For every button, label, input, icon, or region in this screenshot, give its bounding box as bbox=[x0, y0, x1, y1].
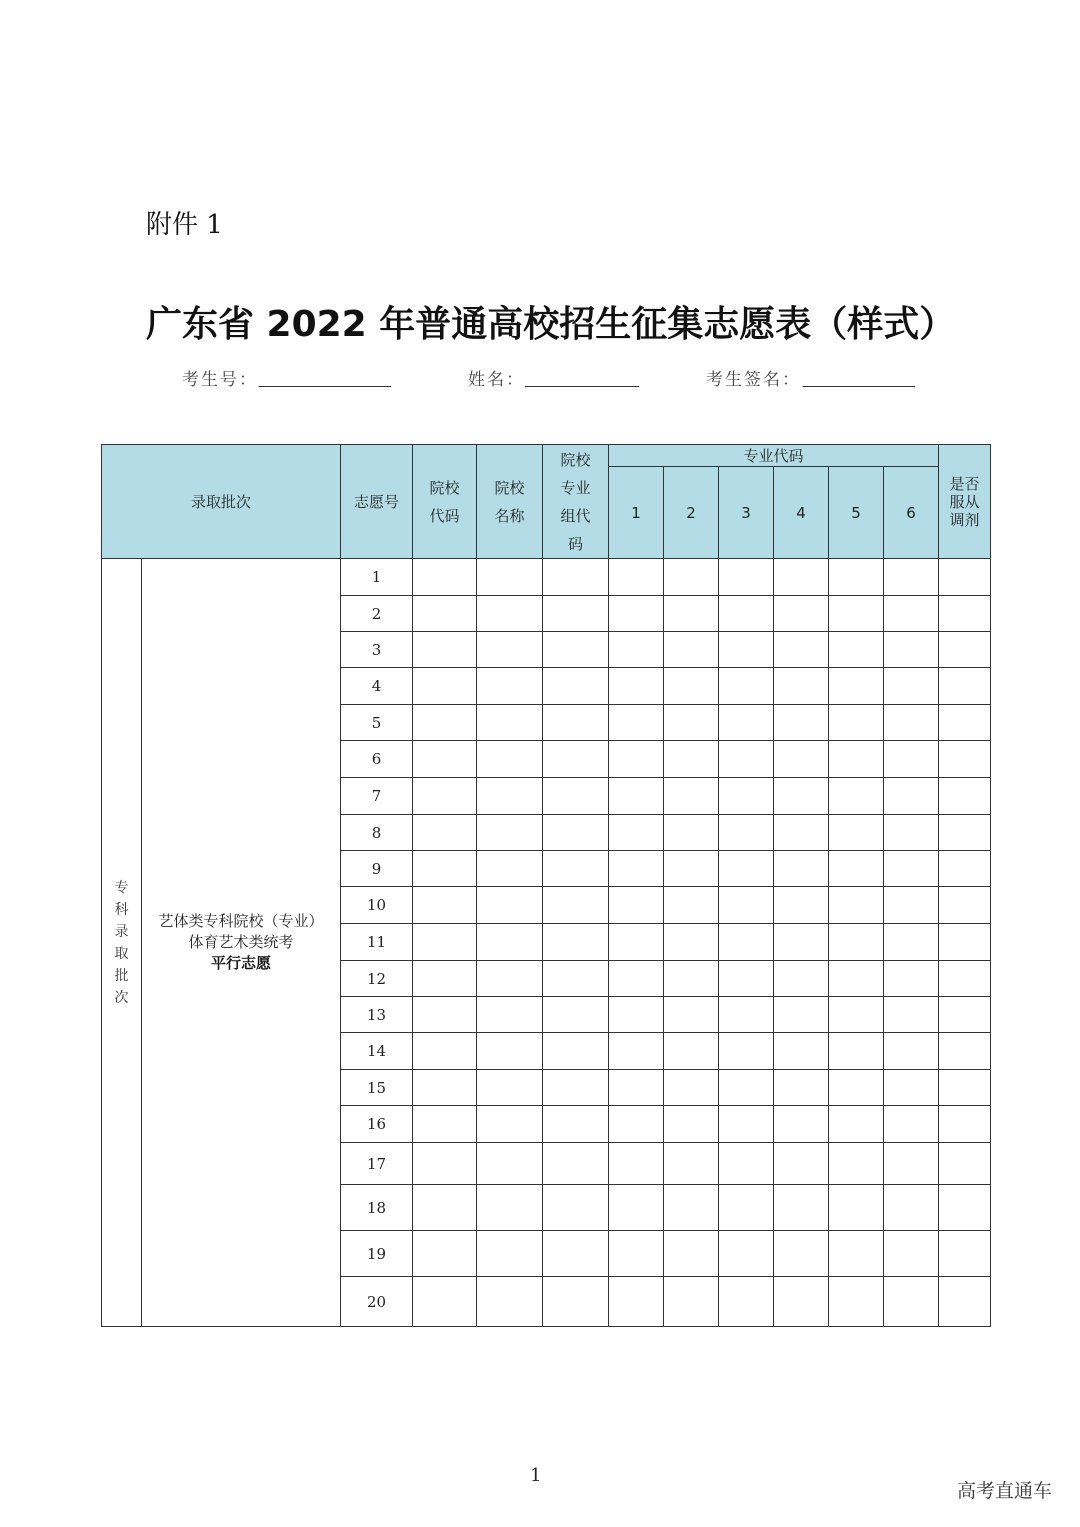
entry-cell[interactable] bbox=[774, 924, 829, 961]
entry-cell[interactable] bbox=[884, 924, 939, 961]
choice-number: 9 bbox=[341, 851, 413, 887]
entry-cell[interactable] bbox=[609, 632, 664, 668]
header-major-col: 1 bbox=[609, 467, 664, 559]
entry-cell[interactable] bbox=[774, 997, 829, 1033]
entry-cell[interactable] bbox=[774, 778, 829, 815]
entry-cell[interactable] bbox=[609, 1231, 664, 1277]
entry-cell[interactable] bbox=[609, 887, 664, 924]
entry-cell[interactable] bbox=[774, 851, 829, 887]
entry-cell[interactable] bbox=[829, 961, 884, 997]
entry-cell[interactable] bbox=[774, 1231, 829, 1277]
entry-cell[interactable] bbox=[774, 815, 829, 851]
header-major-col: 6 bbox=[884, 467, 939, 559]
entry-cell[interactable] bbox=[884, 1070, 939, 1106]
entry-cell[interactable] bbox=[774, 705, 829, 741]
entry-cell[interactable] bbox=[829, 1070, 884, 1106]
entry-cell[interactable] bbox=[413, 1277, 477, 1327]
entry-cell[interactable] bbox=[609, 1033, 664, 1070]
entry-cell[interactable] bbox=[829, 668, 884, 705]
entry-cell[interactable] bbox=[477, 961, 543, 997]
entry-cell[interactable] bbox=[609, 851, 664, 887]
entry-cell[interactable] bbox=[939, 741, 991, 778]
entry-cell[interactable] bbox=[609, 668, 664, 705]
entry-cell[interactable] bbox=[939, 961, 991, 997]
entry-cell[interactable] bbox=[477, 778, 543, 815]
entry-cell[interactable] bbox=[939, 924, 991, 961]
entry-cell[interactable] bbox=[477, 668, 543, 705]
entry-cell[interactable] bbox=[939, 1033, 991, 1070]
entry-cell[interactable] bbox=[543, 668, 609, 705]
header-choice-no: 志愿号 bbox=[341, 445, 413, 559]
entry-cell[interactable] bbox=[413, 778, 477, 815]
choice-number: 16 bbox=[341, 1106, 413, 1143]
attachment-label: 附件 1 bbox=[146, 210, 223, 240]
entry-cell[interactable] bbox=[939, 559, 991, 596]
watermark: 高考直通车 bbox=[956, 1480, 1052, 1502]
entry-cell[interactable] bbox=[477, 1277, 543, 1327]
entry-cell[interactable] bbox=[829, 741, 884, 778]
entry-cell[interactable] bbox=[477, 596, 543, 632]
entry-cell[interactable] bbox=[543, 632, 609, 668]
entry-cell[interactable] bbox=[939, 668, 991, 705]
entry-cell[interactable] bbox=[829, 705, 884, 741]
entry-cell[interactable] bbox=[719, 1033, 774, 1070]
entry-cell[interactable] bbox=[543, 741, 609, 778]
entry-cell[interactable] bbox=[719, 705, 774, 741]
entry-cell[interactable] bbox=[543, 1070, 609, 1106]
entry-cell[interactable] bbox=[609, 961, 664, 997]
choice-number: 18 bbox=[341, 1185, 413, 1231]
batch-name: 专科录取批次 bbox=[114, 879, 129, 1006]
entry-cell[interactable] bbox=[719, 559, 774, 596]
entry-cell[interactable] bbox=[884, 1277, 939, 1327]
entry-cell[interactable] bbox=[609, 997, 664, 1033]
name-label: 姓名： bbox=[468, 370, 525, 390]
entry-cell[interactable] bbox=[609, 815, 664, 851]
entry-cell[interactable] bbox=[413, 997, 477, 1033]
choice-number: 14 bbox=[341, 1033, 413, 1070]
page-title: 广东省 2022 年普通高校招生征集志愿表（样式） bbox=[146, 304, 956, 345]
entry-cell[interactable] bbox=[829, 1143, 884, 1185]
entry-cell[interactable] bbox=[543, 924, 609, 961]
entry-cell[interactable] bbox=[939, 851, 991, 887]
choice-number: 5 bbox=[341, 705, 413, 741]
entry-cell[interactable] bbox=[609, 778, 664, 815]
entry-cell[interactable] bbox=[664, 668, 719, 705]
entry-cell[interactable] bbox=[664, 997, 719, 1033]
entry-cell[interactable] bbox=[477, 997, 543, 1033]
entry-cell[interactable] bbox=[719, 851, 774, 887]
entry-cell[interactable] bbox=[543, 1277, 609, 1327]
entry-cell[interactable] bbox=[884, 559, 939, 596]
entry-cell[interactable] bbox=[719, 961, 774, 997]
entry-cell[interactable] bbox=[939, 1106, 991, 1143]
entry-cell[interactable] bbox=[884, 961, 939, 997]
entry-cell[interactable] bbox=[939, 778, 991, 815]
entry-cell[interactable] bbox=[774, 1277, 829, 1327]
entry-cell[interactable] bbox=[719, 997, 774, 1033]
entry-cell[interactable] bbox=[939, 887, 991, 924]
entry-cell[interactable] bbox=[719, 815, 774, 851]
entry-cell[interactable] bbox=[884, 1106, 939, 1143]
entry-cell[interactable] bbox=[413, 632, 477, 668]
name-field[interactable] bbox=[525, 386, 639, 387]
choice-number: 10 bbox=[341, 887, 413, 924]
entry-cell[interactable] bbox=[413, 668, 477, 705]
entry-cell[interactable] bbox=[774, 1143, 829, 1185]
entry-cell[interactable] bbox=[774, 559, 829, 596]
entry-cell[interactable] bbox=[543, 851, 609, 887]
entry-cell[interactable] bbox=[774, 1106, 829, 1143]
entry-cell[interactable] bbox=[939, 1231, 991, 1277]
entry-cell[interactable] bbox=[543, 1143, 609, 1185]
entry-cell[interactable] bbox=[413, 1231, 477, 1277]
header-school-code: 院校代码 bbox=[413, 445, 477, 559]
entry-cell[interactable] bbox=[664, 924, 719, 961]
entry-cell[interactable] bbox=[939, 815, 991, 851]
category-line: 平行志愿 bbox=[210, 954, 271, 972]
entry-cell[interactable] bbox=[609, 741, 664, 778]
entry-cell[interactable] bbox=[939, 632, 991, 668]
header-major-col: 2 bbox=[664, 467, 719, 559]
entry-cell[interactable] bbox=[774, 1070, 829, 1106]
entry-cell[interactable] bbox=[664, 559, 719, 596]
entry-cell[interactable] bbox=[543, 887, 609, 924]
header-batch: 录取批次 bbox=[102, 445, 341, 559]
entry-cell[interactable] bbox=[719, 632, 774, 668]
entry-cell[interactable] bbox=[884, 705, 939, 741]
entry-cell[interactable] bbox=[477, 1033, 543, 1070]
entry-cell[interactable] bbox=[774, 961, 829, 997]
entry-cell[interactable] bbox=[664, 851, 719, 887]
entry-cell[interactable] bbox=[829, 1277, 884, 1327]
entry-cell[interactable] bbox=[664, 1277, 719, 1327]
entry-cell[interactable] bbox=[413, 559, 477, 596]
entry-cell[interactable] bbox=[664, 1070, 719, 1106]
entry-cell[interactable] bbox=[829, 596, 884, 632]
entry-cell[interactable] bbox=[413, 1185, 477, 1231]
entry-cell[interactable] bbox=[543, 705, 609, 741]
entry-cell[interactable] bbox=[884, 887, 939, 924]
table-row bbox=[102, 559, 991, 596]
entry-cell[interactable] bbox=[719, 924, 774, 961]
entry-cell[interactable] bbox=[829, 924, 884, 961]
entry-cell[interactable] bbox=[413, 961, 477, 997]
entry-cell[interactable] bbox=[609, 1070, 664, 1106]
choice-number: 3 bbox=[341, 632, 413, 668]
entry-cell[interactable] bbox=[884, 778, 939, 815]
category-line: 艺体类专科院校（专业） bbox=[158, 912, 324, 930]
entry-cell[interactable] bbox=[884, 1143, 939, 1185]
batch-cell bbox=[102, 559, 142, 1327]
choice-number: 15 bbox=[341, 1070, 413, 1106]
entry-cell[interactable] bbox=[543, 961, 609, 997]
category-cell bbox=[142, 559, 341, 1327]
entry-cell[interactable] bbox=[543, 1231, 609, 1277]
entry-cell[interactable] bbox=[829, 1185, 884, 1231]
header-group-code: 院校专业组代码 bbox=[543, 445, 609, 559]
entry-cell[interactable] bbox=[413, 1033, 477, 1070]
entry-cell[interactable] bbox=[477, 851, 543, 887]
choice-number: 17 bbox=[341, 1143, 413, 1185]
entry-cell[interactable] bbox=[477, 705, 543, 741]
entry-cell[interactable] bbox=[413, 924, 477, 961]
entry-cell[interactable] bbox=[543, 997, 609, 1033]
entry-cell[interactable] bbox=[829, 887, 884, 924]
entry-cell[interactable] bbox=[543, 1033, 609, 1070]
entry-cell[interactable] bbox=[413, 1106, 477, 1143]
choice-number: 12 bbox=[341, 961, 413, 997]
choice-number: 19 bbox=[341, 1231, 413, 1277]
entry-cell[interactable] bbox=[664, 1185, 719, 1231]
entry-cell[interactable] bbox=[884, 815, 939, 851]
entry-cell[interactable] bbox=[829, 997, 884, 1033]
entry-cell[interactable] bbox=[664, 632, 719, 668]
entry-cell[interactable] bbox=[477, 1070, 543, 1106]
entry-cell[interactable] bbox=[774, 887, 829, 924]
entry-cell[interactable] bbox=[477, 1106, 543, 1143]
entry-cell[interactable] bbox=[884, 1231, 939, 1277]
entry-cell[interactable] bbox=[719, 778, 774, 815]
entry-cell[interactable] bbox=[477, 924, 543, 961]
entry-cell[interactable] bbox=[829, 559, 884, 596]
entry-cell[interactable] bbox=[609, 1277, 664, 1327]
header-major-codes: 专业代码 bbox=[609, 445, 939, 467]
entry-cell[interactable] bbox=[664, 815, 719, 851]
entry-cell[interactable] bbox=[719, 741, 774, 778]
application-form-table bbox=[101, 444, 991, 1327]
entry-cell[interactable] bbox=[477, 559, 543, 596]
entry-cell[interactable] bbox=[774, 1185, 829, 1231]
entry-cell[interactable] bbox=[939, 1143, 991, 1185]
choice-number: 8 bbox=[341, 815, 413, 851]
entry-cell[interactable] bbox=[477, 1185, 543, 1231]
header-major-col: 5 bbox=[829, 467, 884, 559]
entry-cell[interactable] bbox=[609, 1143, 664, 1185]
entry-cell[interactable] bbox=[774, 1033, 829, 1070]
entry-cell[interactable] bbox=[884, 741, 939, 778]
entry-cell[interactable] bbox=[664, 1231, 719, 1277]
entry-cell[interactable] bbox=[543, 1106, 609, 1143]
entry-cell[interactable] bbox=[543, 596, 609, 632]
entry-cell[interactable] bbox=[609, 924, 664, 961]
entry-cell[interactable] bbox=[884, 632, 939, 668]
entry-cell[interactable] bbox=[884, 997, 939, 1033]
entry-cell[interactable] bbox=[719, 1277, 774, 1327]
header-adjust: 是否服从调剂 bbox=[939, 445, 991, 559]
entry-cell[interactable] bbox=[543, 778, 609, 815]
page-number: 1 bbox=[530, 1465, 542, 1486]
entry-cell[interactable] bbox=[664, 741, 719, 778]
entry-cell[interactable] bbox=[884, 596, 939, 632]
choice-number: 2 bbox=[341, 596, 413, 632]
entry-cell[interactable] bbox=[719, 1070, 774, 1106]
entry-cell[interactable] bbox=[664, 705, 719, 741]
category-line: 体育艺术类统考 bbox=[188, 933, 294, 951]
header-major-col: 3 bbox=[719, 467, 774, 559]
entry-cell[interactable] bbox=[664, 1033, 719, 1070]
entry-cell[interactable] bbox=[939, 1277, 991, 1327]
entry-cell[interactable] bbox=[939, 596, 991, 632]
entry-cell[interactable] bbox=[543, 559, 609, 596]
entry-cell[interactable] bbox=[664, 1143, 719, 1185]
signature-label: 考生签名： bbox=[706, 370, 801, 390]
choice-number: 13 bbox=[341, 997, 413, 1033]
entry-cell[interactable] bbox=[774, 632, 829, 668]
entry-cell[interactable] bbox=[829, 1231, 884, 1277]
entry-cell[interactable] bbox=[413, 887, 477, 924]
entry-cell[interactable] bbox=[884, 1033, 939, 1070]
entry-cell[interactable] bbox=[413, 1143, 477, 1185]
entry-cell[interactable] bbox=[884, 1185, 939, 1231]
entry-cell[interactable] bbox=[609, 559, 664, 596]
entry-cell[interactable] bbox=[477, 1231, 543, 1277]
entry-cell[interactable] bbox=[543, 815, 609, 851]
entry-cell[interactable] bbox=[477, 632, 543, 668]
entry-cell[interactable] bbox=[413, 741, 477, 778]
choice-number: 1 bbox=[341, 559, 413, 596]
entry-cell[interactable] bbox=[829, 851, 884, 887]
entry-cell[interactable] bbox=[719, 1185, 774, 1231]
entry-cell[interactable] bbox=[829, 1106, 884, 1143]
entry-cell[interactable] bbox=[413, 815, 477, 851]
entry-cell[interactable] bbox=[609, 596, 664, 632]
entry-cell[interactable] bbox=[664, 778, 719, 815]
entry-cell[interactable] bbox=[719, 1143, 774, 1185]
entry-cell[interactable] bbox=[664, 961, 719, 997]
choice-number: 6 bbox=[341, 741, 413, 778]
entry-cell[interactable] bbox=[664, 887, 719, 924]
entry-cell[interactable] bbox=[413, 1070, 477, 1106]
entry-cell[interactable] bbox=[609, 1106, 664, 1143]
entry-cell[interactable] bbox=[413, 596, 477, 632]
entry-cell[interactable] bbox=[939, 1185, 991, 1231]
entry-cell[interactable] bbox=[884, 668, 939, 705]
entry-cell[interactable] bbox=[829, 1033, 884, 1070]
entry-cell[interactable] bbox=[939, 997, 991, 1033]
entry-cell[interactable] bbox=[829, 778, 884, 815]
choice-number: 11 bbox=[341, 924, 413, 961]
exam-no-label: 考生号： bbox=[182, 370, 258, 390]
choice-number: 4 bbox=[341, 668, 413, 705]
choice-number: 20 bbox=[341, 1277, 413, 1327]
entry-cell[interactable] bbox=[543, 1185, 609, 1231]
entry-cell[interactable] bbox=[719, 1106, 774, 1143]
entry-cell[interactable] bbox=[884, 851, 939, 887]
entry-cell[interactable] bbox=[774, 741, 829, 778]
entry-cell[interactable] bbox=[664, 596, 719, 632]
entry-cell[interactable] bbox=[477, 815, 543, 851]
entry-cell[interactable] bbox=[477, 887, 543, 924]
header-major-col: 4 bbox=[774, 467, 829, 559]
entry-cell[interactable] bbox=[939, 705, 991, 741]
entry-cell[interactable] bbox=[829, 815, 884, 851]
entry-cell[interactable] bbox=[774, 596, 829, 632]
entry-cell[interactable] bbox=[413, 851, 477, 887]
entry-cell[interactable] bbox=[609, 1185, 664, 1231]
entry-cell[interactable] bbox=[664, 1106, 719, 1143]
header-school-name: 院校名称 bbox=[477, 445, 543, 559]
entry-cell[interactable] bbox=[719, 596, 774, 632]
entry-cell[interactable] bbox=[774, 668, 829, 705]
entry-cell[interactable] bbox=[719, 887, 774, 924]
choice-number: 7 bbox=[341, 778, 413, 815]
exam-no-field[interactable] bbox=[259, 386, 391, 387]
signature-field[interactable] bbox=[803, 386, 915, 387]
entry-cell[interactable] bbox=[477, 741, 543, 778]
entry-cell[interactable] bbox=[477, 1143, 543, 1185]
entry-cell[interactable] bbox=[609, 705, 664, 741]
entry-cell[interactable] bbox=[719, 668, 774, 705]
entry-cell[interactable] bbox=[719, 1231, 774, 1277]
entry-cell[interactable] bbox=[939, 1070, 991, 1106]
entry-cell[interactable] bbox=[829, 632, 884, 668]
entry-cell[interactable] bbox=[413, 705, 477, 741]
